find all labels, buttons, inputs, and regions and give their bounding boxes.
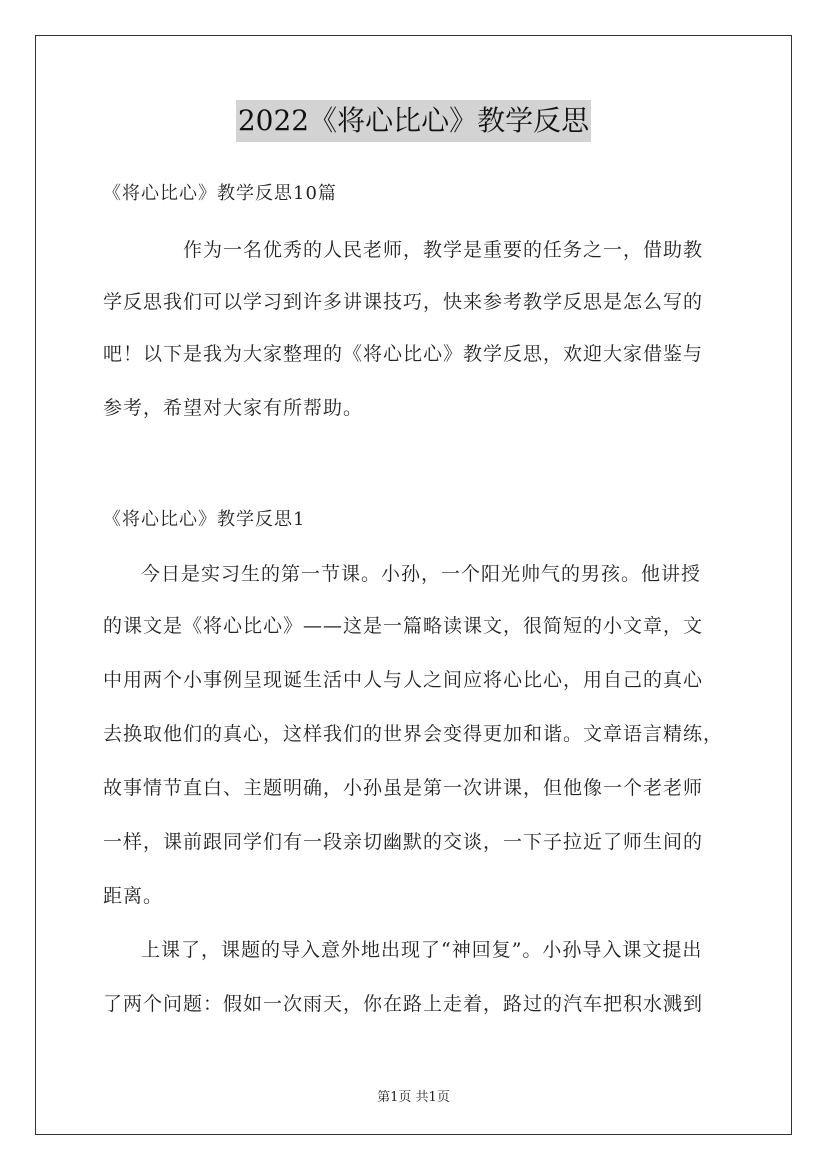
- paragraph-line: 去换取他们的真心，这样我们的世界会变得更加和谐。文章语言精练，: [103, 723, 724, 745]
- paragraph-line: 故事情节直白、主题明确，小孙虽是第一次讲课，但他像一个老老师: [103, 777, 704, 799]
- intro-line: 学反思我们可以学习到许多讲课技巧，快来参考教学反思是怎么写的: [103, 291, 704, 313]
- paragraph-line: 了两个问题：假如一次雨天，你在路上走着，路过的汽车把积水溅到: [103, 993, 704, 1015]
- section-heading: 《将心比心》教学反思1: [103, 509, 306, 530]
- paragraph-line: 距离。: [103, 885, 164, 907]
- paragraph-line: 的课文是《将心比心》——这是一篇略读课文，很简短的小文章，文: [103, 615, 704, 637]
- paragraph-line: 中用两个小事例呈现诞生活中人与人之间应将心比心，用自己的真心: [103, 669, 704, 691]
- page-number-footer: 第1页 共1页: [377, 1090, 450, 1105]
- title-container: [0, 100, 827, 142]
- document-subtitle: 《将心比心》教学反思10篇: [103, 183, 337, 204]
- paragraph-line: 今日是实习生的第一节课。小孙，一个阳光帅气的男孩。他讲授: [141, 563, 702, 585]
- paragraph-line: 一样，课前跟同学们有一段亲切幽默的交谈，一下子拉近了师生间的: [103, 831, 704, 853]
- document-title: 2022《将心比心》教学反思: [236, 100, 591, 142]
- intro-line: 参考，希望对大家有所帮助。: [103, 397, 364, 419]
- intro-line: 吧！以下是我为大家整理的《将心比心》教学反思，欢迎大家借鉴与: [103, 343, 704, 365]
- intro-line: 作为一名优秀的人民老师，教学是重要的任务之一，借助教: [183, 239, 704, 261]
- paragraph-line: 上课了，课题的导入意外地出现了“神回复”。小孙导入课文提出: [141, 939, 703, 961]
